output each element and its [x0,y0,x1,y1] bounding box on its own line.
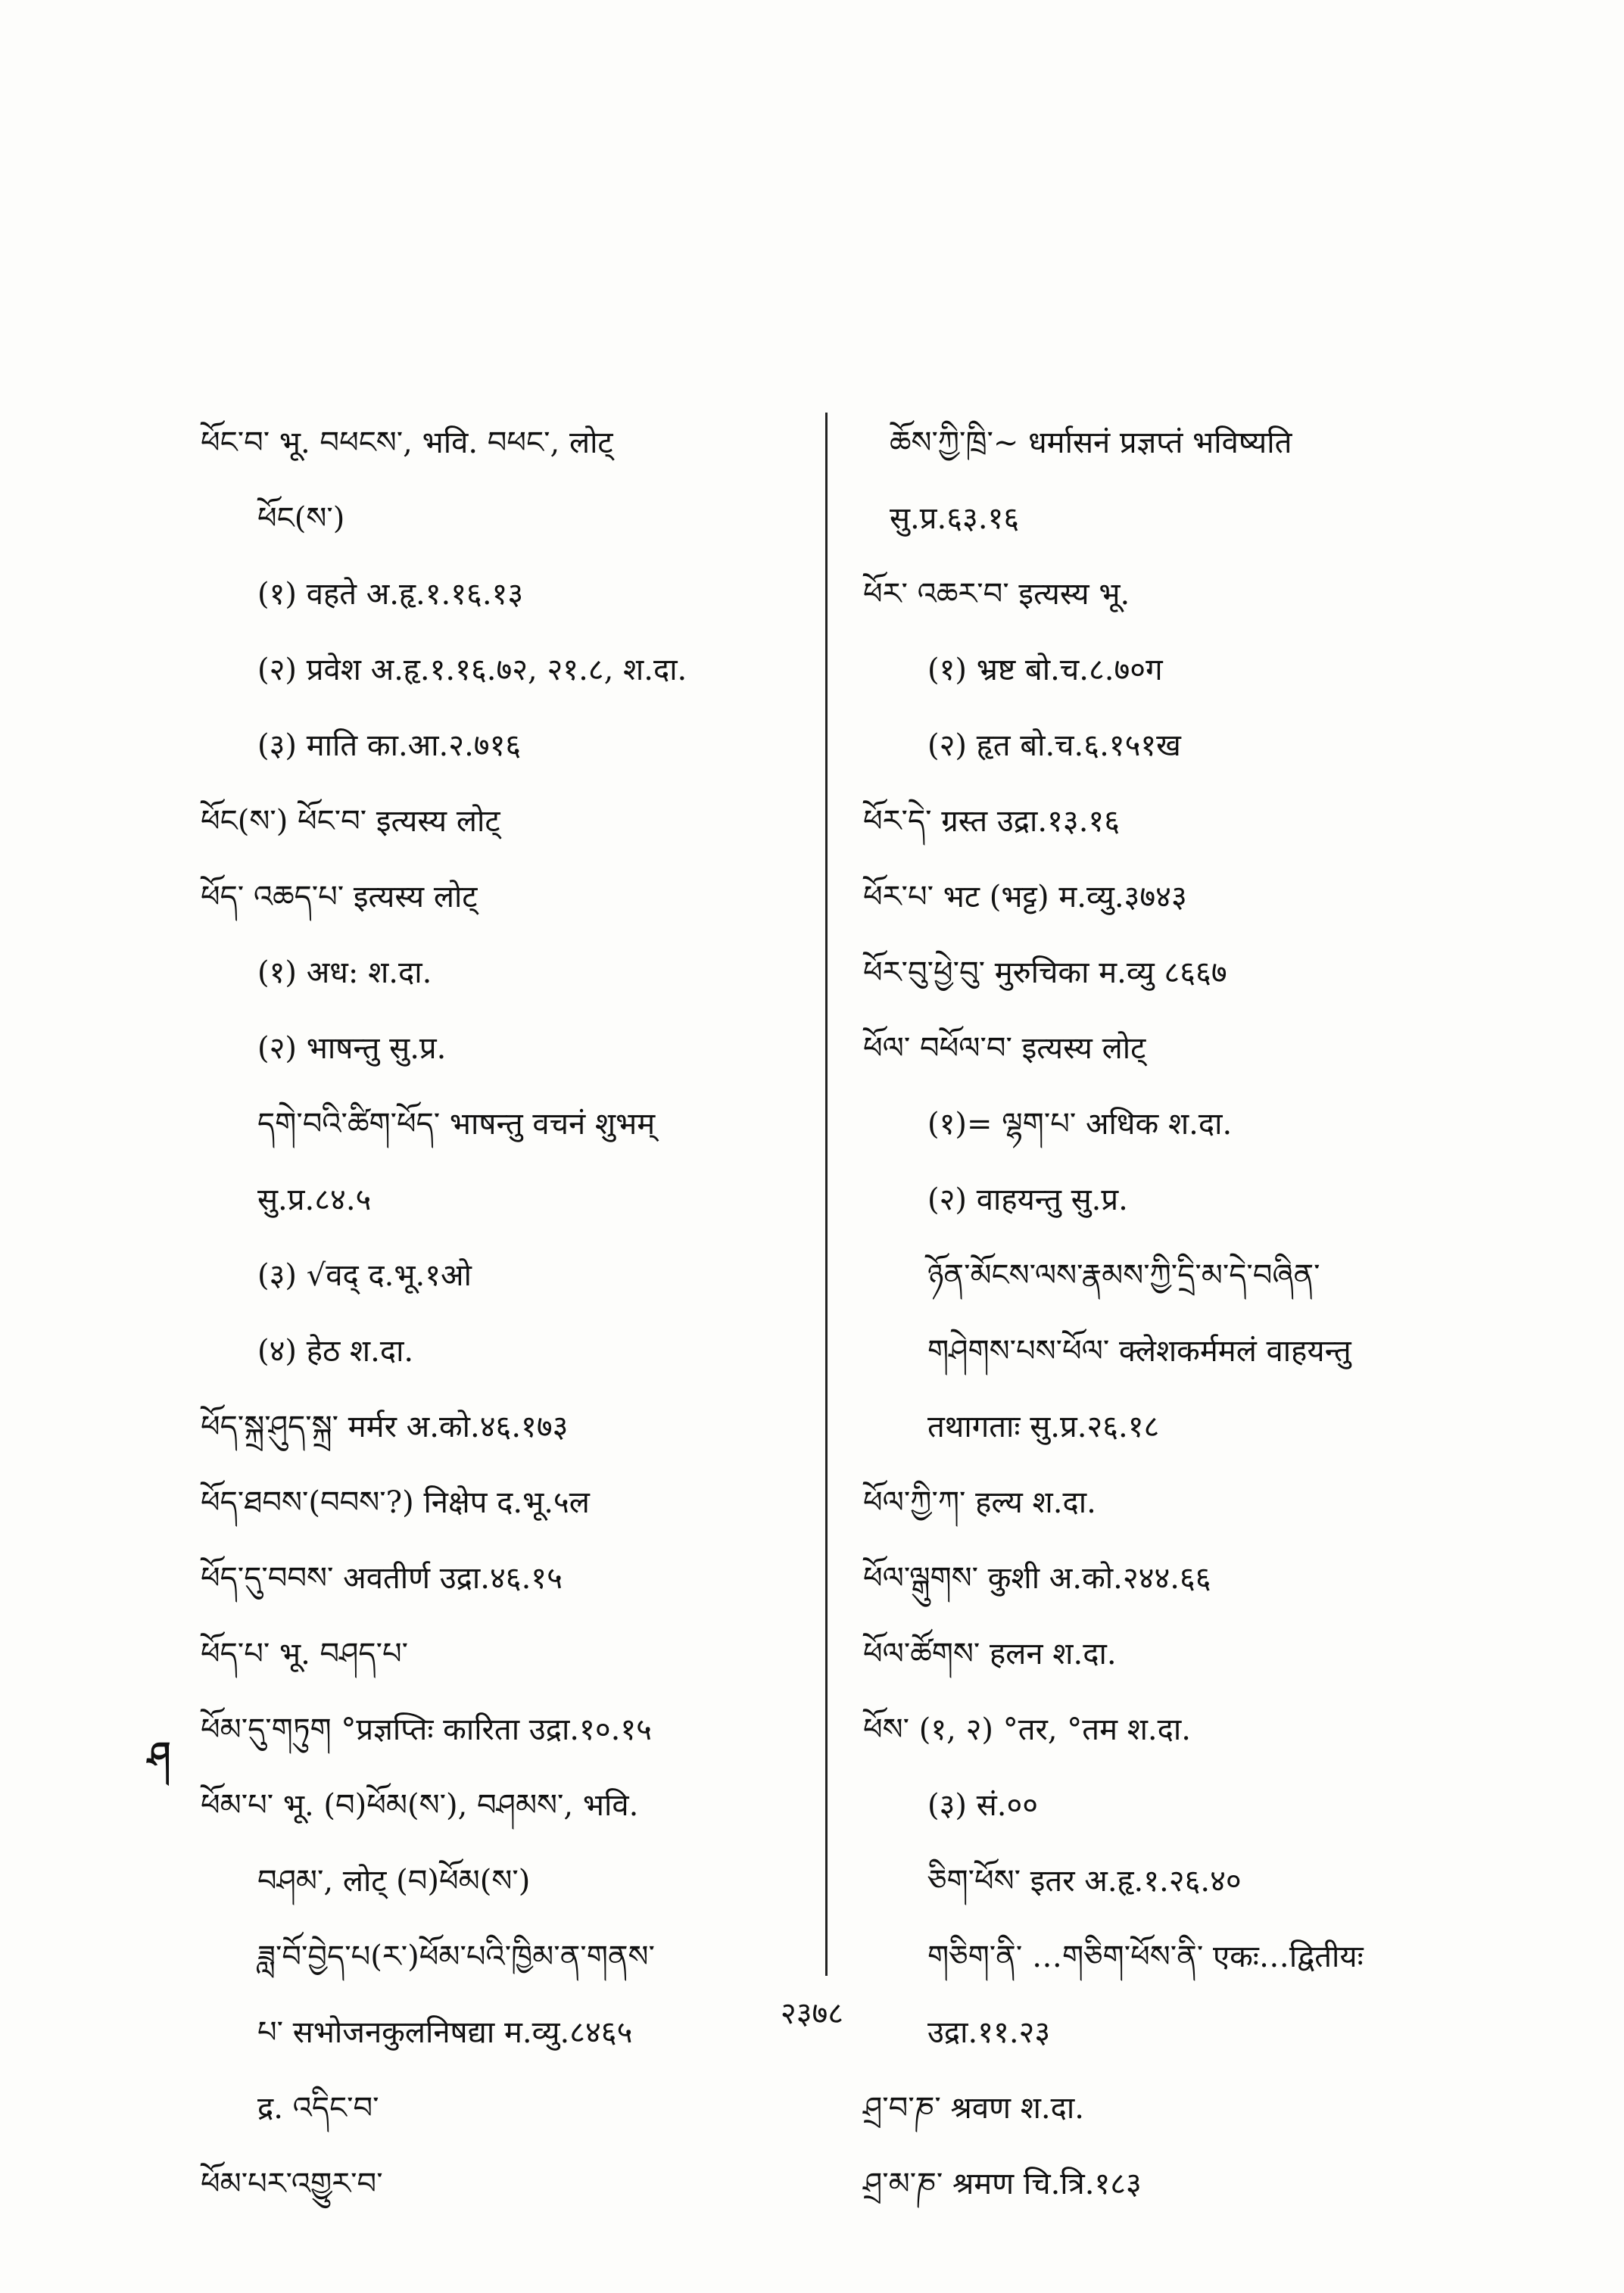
entry-line: ཕོལ་ལྒུགས་ कुशी अ.को.२४४.६६ [863,1561,1211,1596]
entry-line: གཅིག་ནི་ …གཅིག་ཕོས་ནི་ एकः…द्वितीयः [927,1939,1364,1974]
entry-line: (१)= ལྷག་པ་ अधिक श.दा. [927,1107,1233,1142]
entry-line: ཕོད་དུ་བབས་ अवतीर्ण उद्रा.४६.१५ [201,1561,563,1596]
entry-line: ཅིག་ཕོས་ इतर अ.हृ.१.२६.४० [927,1864,1242,1899]
entry-line: ཕོར་བུ་ཕྱེ་བུ་ मुरुचिका म.व्यु ८६६७ [863,955,1227,990]
entry-line: ཕོམ་པར་འགྱུར་བ་ [201,2167,383,2201]
entry-line: དགེ་བའི་ཚིག་ཕོད་ भाषन्तु वचनं शुभम् [257,1107,656,1142]
column-divider [825,413,828,1976]
entry-line: (१) वहते अ.हृ.१.१६.१३ [257,577,524,612]
entry-line: सु.प्र.६३.१६ [890,501,1020,536]
entry-line: ཉོན་མོངས་ལས་རྣམས་ཀྱི་དྲི་མ་དེ་བཞིན་ [927,1258,1320,1293]
page-number: २३७८ [780,1996,844,2031]
entry-line: ཕོམ་དུ་གཏུག °प्रज्ञप्तिः कारिता उद्रा.१०.१५ [201,1712,652,1747]
entry-line: (२) भाषन्तु सु.प्र. [257,1031,447,1066]
entry-line: ཕོལ་ཀྱི་ཀ་ हल्य श.दा. [863,1485,1096,1520]
entry-line: ཕོད་པ་ भू. བཤད་པ་ [201,1637,409,1671]
entry-line: ཕོང(ས་) [257,501,345,536]
entry-line: ཕོས་ (१, २) °तर, °तम श.दा. [863,1712,1191,1747]
entry-line: (३) माति का.आ.२.७१६ [257,728,522,763]
entry-line: ཕོང་བ་ भू. བཕངས་, भवि. བཕང་, लोट् [201,425,613,460]
entry-line: ཕོར་ འཆར་བ་ इत्यस्य भू. [863,577,1130,612]
entry-line: (१) अध: श.दा. [257,955,432,990]
entry-line: (३) √वद् द.भू.१ओ [257,1258,472,1293]
entry-line: उद्रा.११.२३ [927,2015,1051,2050]
entry-line: ཆོས་ཀྱི་ཁྲི་~ धर्मासनं प्रज्ञप्तं भविष्यति [890,425,1292,460]
entry-line: ཕོད་སྐྲ་ཤུད་སྐྲ་ मर्मर अ.को.४६.१७३ [201,1410,569,1444]
entry-line: सु.प्र.८४.५ [257,1182,372,1217]
right-column [863,405,1469,2222]
entry-line: གཤེགས་པས་ཕོལ་ क्लेशकर्ममलं वाहयन्तु [927,1334,1351,1369]
entry-line: ཕོང(ས་) ཕོང་བ་ इत्यस्य लोट् [201,804,500,839]
entry-line: (२) वाहयन्तु सु.प्र. [927,1182,1128,1217]
entry-line: द्र. འདིང་བ་ [257,2091,379,2126]
entry-line: (४) हेठ श.दा. [257,1334,414,1369]
entry-line: ཤྲ་བ་ཎ་ श्रवण श.दा. [863,2091,1084,2126]
left-column [201,405,806,2222]
margin-mark: ཤ [148,1734,171,1777]
entry-line: (१) भ्रष्ट बो.च.८.७०ग [927,653,1163,687]
entry-line: ཕོལ་ བཕོལ་བ་ इत्यस्य लोट् [863,1031,1146,1066]
entry-line: ཕོམ་པ་ भू. (བ)ཕོམ(ས་), བཤམས་, भवि. [201,1788,639,1823]
entry-line: (३) सं.०० [927,1788,1039,1823]
entry-line: ཕོལ་ཚོགས་ हलन श.दा. [863,1637,1117,1671]
entry-line: ཕོད་ འཆད་པ་ इत्यस्य लोट् [201,880,478,914]
entry-line: (२) हृत बो.च.६.१५१ख [927,728,1181,763]
entry-line: ཤྲ་མ་ཎ་ श्रमण चि.त्रि.१८३ [863,2167,1142,2201]
entry-line: བཤམ་, लोट् (བ)ཕོམ(ས་) [257,1864,531,1899]
entry-line: (२) प्रवेश अ.हृ.१.१६.७२, २१.८, श.दा. [257,653,687,687]
entry-line: པ་ सभोजनकुलनिषद्या म.व्यु.८४६५ [257,2015,633,2050]
entry-line: ཕོད་ཐབས་(བབས་?) निक्षेप द.भू.५ल [201,1485,590,1520]
entry-line: ཕོར་དེ་ ग्रस्त उद्रा.१३.१६ [863,804,1121,839]
entry-line: ཟླ་བོ་བྱེད་པ(ར་)ཕོམ་པའི་ཁྱིམ་ན་གནས་ [257,1939,655,1974]
entry-line: ཕོར་པ་ भट (भट्ट) म.व्यु.३७४३ [863,880,1187,914]
entry-line: तथागताः सु.प्र.२६.१८ [927,1410,1160,1444]
